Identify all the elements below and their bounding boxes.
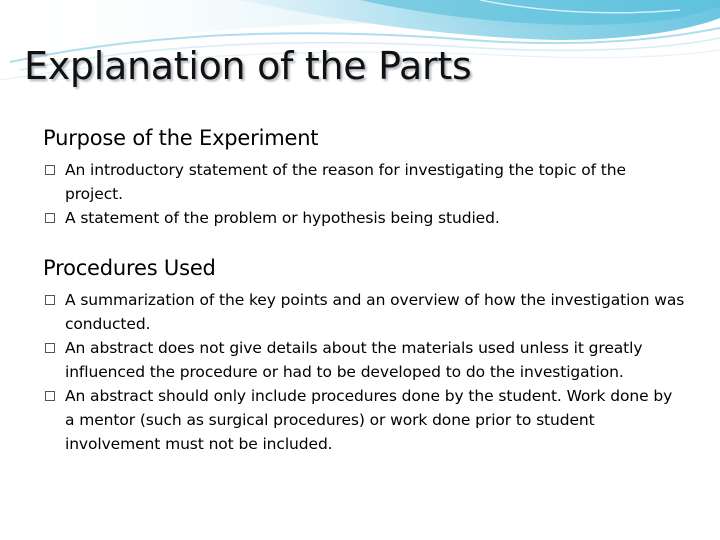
checkbox-bullet-icon — [45, 391, 55, 401]
slide-title: Explanation of the Parts — [24, 44, 472, 88]
bullet-text: An abstract should only include procedures done by the student. Work done by a mentor (such as surgical procedures) or work done prior to student involvement must not be included. — [65, 387, 673, 453]
bullet-text: A statement of the problem or hypothesis being studied. — [65, 209, 500, 227]
bullet-text: An abstract does not give details about the materials used unless it greatly influenced the procedure or had to be developed to do the investigation. — [65, 339, 643, 381]
section-heading-procedures: Procedures Used — [43, 256, 216, 280]
list-item — [45, 206, 685, 230]
checkbox-bullet-icon — [45, 213, 55, 223]
bullet-list-purpose — [45, 158, 685, 230]
list-item — [45, 384, 685, 456]
bullet-list-procedures — [45, 288, 685, 456]
checkbox-bullet-icon — [45, 343, 55, 353]
checkbox-bullet-icon — [45, 165, 55, 175]
checkbox-bullet-icon — [45, 295, 55, 305]
bullet-text: An introductory statement of the reason for investigating the topic of the project. — [65, 161, 626, 203]
list-item — [45, 158, 685, 206]
section-heading-purpose: Purpose of the Experiment — [43, 126, 319, 150]
bullet-text: A summarization of the key points and an overview of how the investigation was conducted. — [65, 291, 685, 333]
list-item — [45, 288, 685, 336]
list-item — [45, 336, 685, 384]
